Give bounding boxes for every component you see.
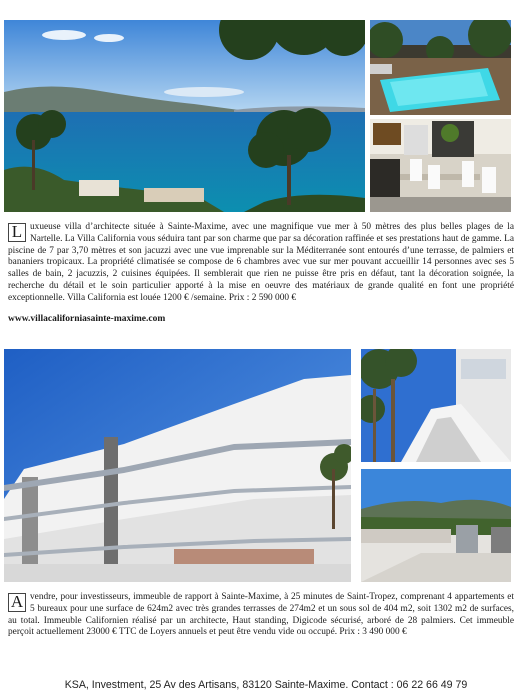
drop-cap: A <box>8 593 26 612</box>
listing-2-description <box>8 592 514 639</box>
photo-pool <box>370 20 511 115</box>
photo-building <box>4 349 351 582</box>
listing-1-text: uxueuse villa d’architecte située à Sainte-Maxime, avec une magnifique vue mer à 50 mètres des plus belles plages de la Nartelle. La Villa California vous séduira tant par son charme que par sa décoration raffinée et ses prestations haut de gamme. La piscine de 7 par 3,70 mètres et son jacuzzi avec une vue imprenable sur la Méditerranée sont entourés d’une terrasse, de palmiers et bananiers tropicaux. La propriété climatisée se compose de 6 chambres avec vue sur mer pouvant accueillir 14 personnes avec ses 5 salles de bain, 2 jacuzzis, 2 cuisines équipées. Il semblerait que rien ne puisse être pris en défaut, tant la décoration soignée, la recherche du détail et le soin particulier apporté à la mise en oeuvre des matériaux de grande qualité en font une propriété exceptionnelle. Villa California est louée 1200 € /semaine. Prix : 2 590 000 € <box>8 222 514 303</box>
listing-1-description <box>8 222 514 305</box>
photo-stairs <box>361 349 511 462</box>
photo-interior <box>370 119 511 212</box>
listing-2-text: vendre, pour investisseurs, immeuble de rapport à Sainte-Maxime, à 25 minutes de Saint-Tropez, comprenant 4 appartements et 5 bureaux pour une surface de 624m2 avec très grandes terrasses de 274m2 et un sous sol de 404 m2, soit 1302 m2 de surfaces, au total. Immeuble Californien réalisé par un architecte, Haut standing, Digicode sécurisé, arboré de 28 palmiers. Cet immeuble perçoit actuellement 23000 € TTC de Loyers annuels et peut être vendu vide ou occupé. Prix : 3 490 000 € <box>8 592 514 638</box>
photo-terrace <box>361 469 511 582</box>
drop-cap: L <box>8 223 26 242</box>
website-link[interactable]: www.villacaliforniasainte-maxime.com <box>8 314 166 324</box>
contact-footer: KSA, Investment, 25 Av des Artisans, 83120 Sainte-Maxime. Contact : 06 22 66 49 79 <box>64 679 468 691</box>
photo-sea-view <box>4 20 365 212</box>
